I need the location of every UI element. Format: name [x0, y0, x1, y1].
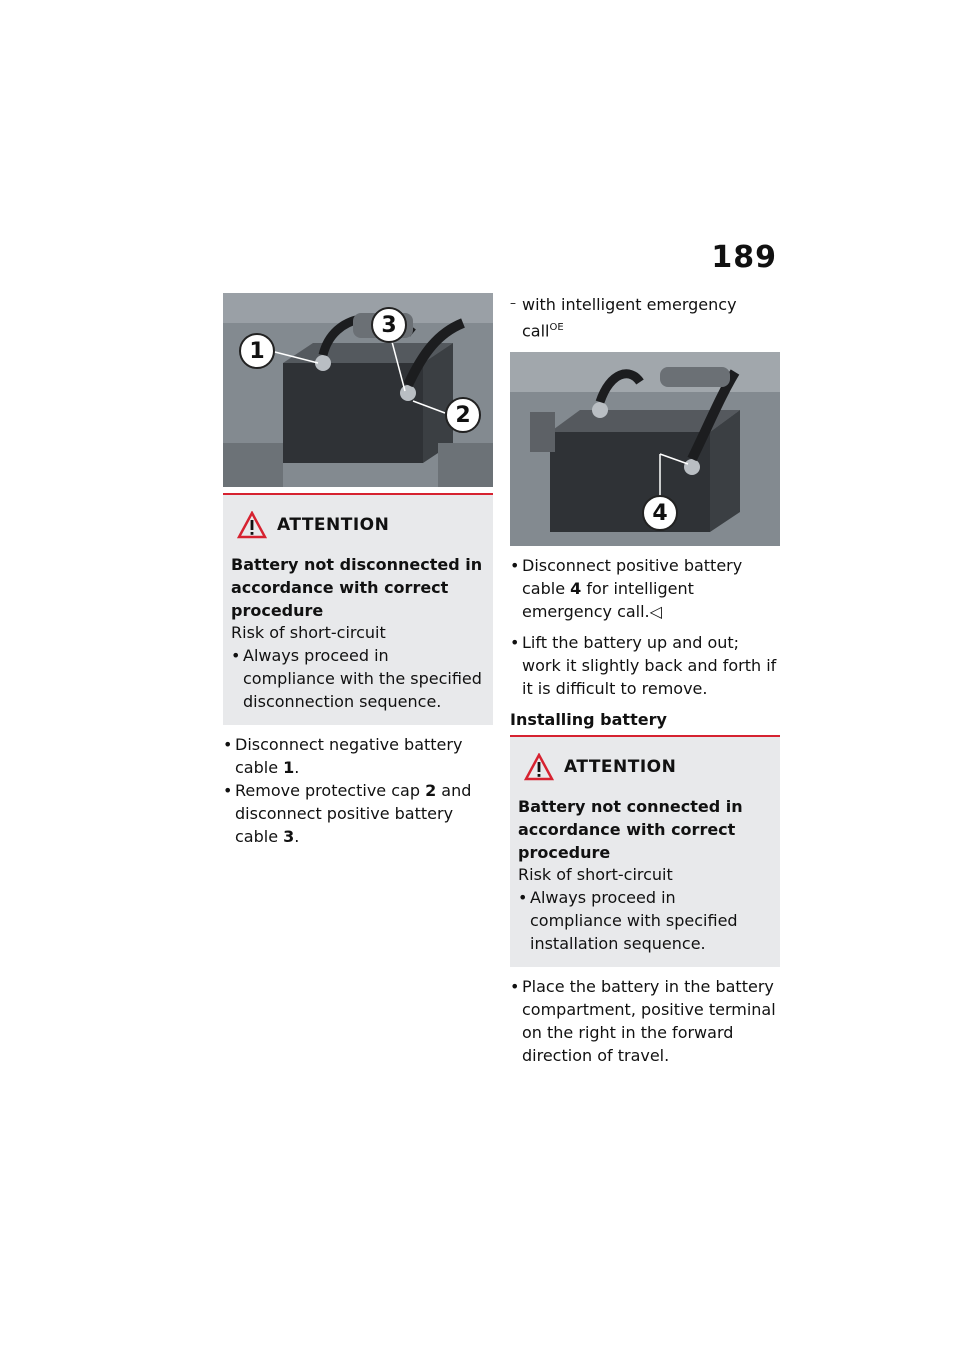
- step-text: Disconnect negative battery cable: [235, 735, 463, 777]
- step-text-mid: and disconnect positive battery cable: [235, 781, 472, 846]
- warning-risk: Risk of short-circuit: [231, 623, 386, 642]
- step-text-end: .: [294, 827, 300, 846]
- battery-illustration-1: [223, 293, 493, 487]
- step-text: Disconnect positive battery cable: [522, 556, 743, 599]
- warning-triangle-icon: [237, 511, 267, 539]
- warning-title: Battery not disconnected in accordance with correct procedure: [231, 555, 483, 620]
- step-text: Remove protective cap: [235, 781, 426, 800]
- callout-1: 1: [239, 333, 275, 369]
- step-text-end: for intelligent emergency call.◁: [522, 579, 694, 622]
- option-superscript: OE: [549, 322, 564, 333]
- warning-box-disconnect: [223, 493, 493, 725]
- callout-3: 3: [371, 307, 407, 343]
- warning-label: ATTENTION: [564, 757, 677, 778]
- step-remove-cap: [223, 779, 493, 848]
- warning-risk: Risk of short-circuit: [518, 865, 673, 885]
- warning-triangle-icon: [524, 753, 554, 781]
- step-disconnect-negative: [223, 733, 493, 779]
- callout-4: 4: [642, 495, 678, 531]
- step-text-end: .: [294, 758, 300, 777]
- right-column: [510, 293, 780, 1067]
- warning-header: [524, 753, 772, 781]
- warning-bullet: • Always proceed in compliance with specified installation sequence.: [518, 886, 772, 955]
- warning-header: [237, 511, 485, 539]
- step-ref: 4: [570, 579, 582, 599]
- battery-photo-2: [510, 352, 780, 546]
- step-lift-battery: • Lift the battery up and out; work it slightly back and forth if it is difficult to remove.: [510, 631, 780, 700]
- option-text: with intelligent emergency call: [522, 295, 737, 341]
- step-disconnect-positive-emergency: [510, 554, 780, 623]
- warning-label: ATTENTION: [277, 515, 390, 535]
- option-line: [510, 293, 780, 342]
- step-ref: 2: [425, 781, 437, 800]
- step-place-battery: • Place the battery in the battery compartment, positive terminal on the right in the forward direction of travel.: [510, 975, 780, 1067]
- left-column: [223, 293, 493, 848]
- warning-box-connect: [510, 735, 780, 967]
- step-ref-2: 3: [283, 827, 295, 846]
- warning-title: Battery not connected in accordance with correct procedure: [518, 797, 743, 863]
- battery-photo-1: [223, 293, 493, 487]
- section-heading-installing: Installing battery: [510, 710, 667, 730]
- page-number: 189: [711, 240, 777, 275]
- callout-2: 2: [445, 397, 481, 433]
- warning-bullet: • Always proceed in compliance with the specified disconnection sequence.: [231, 644, 485, 713]
- step-ref: 1: [283, 758, 295, 777]
